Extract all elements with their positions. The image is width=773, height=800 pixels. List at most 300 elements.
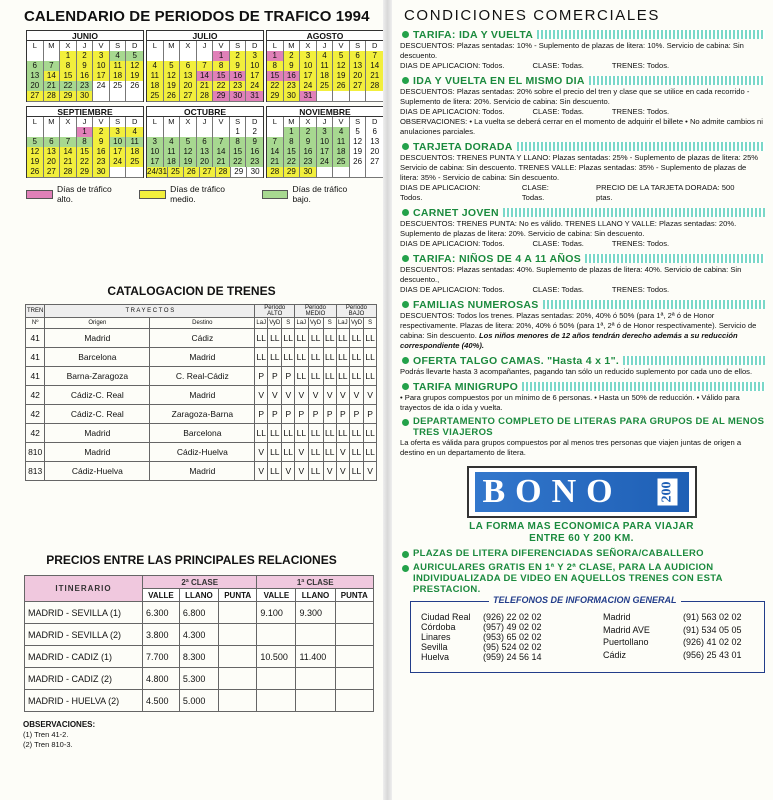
- price-itinerary: MADRID - CADIZ (2): [25, 668, 143, 690]
- phone-city: Madrid: [603, 612, 631, 622]
- train-row: [26, 443, 377, 462]
- th-price-type: PUNTA: [335, 589, 373, 602]
- day-cell: 22: [77, 157, 94, 168]
- train-class: LL: [336, 348, 349, 367]
- train-origin: Cádiz-C. Real: [45, 386, 150, 405]
- phones-right: [603, 612, 753, 662]
- day-cell: 11: [110, 61, 127, 72]
- train-destination: Madrid: [150, 386, 255, 405]
- day-cell: 10: [93, 61, 110, 72]
- price-value: 6.800: [179, 602, 218, 624]
- legend-high: Días de tráfico alto.: [26, 184, 127, 204]
- week-row: [267, 147, 383, 157]
- day-cell: 6: [350, 51, 367, 62]
- day-cell: 22: [230, 157, 247, 168]
- day-cell: 9: [230, 61, 247, 72]
- week-row: [267, 81, 383, 91]
- train-class: LL: [349, 348, 363, 367]
- bono-logo: BONO 200: [467, 466, 697, 518]
- day-cell: 31: [246, 91, 263, 102]
- train-number: 42: [26, 424, 45, 443]
- phone-city: Sevilla: [421, 642, 448, 652]
- train-class: LL: [268, 329, 282, 348]
- th-price-type: VALLE: [143, 589, 180, 602]
- day-cell: 2: [284, 51, 301, 62]
- day-cell: 9: [246, 137, 263, 148]
- trains-table: [25, 304, 377, 481]
- day-cell: 13: [27, 71, 44, 82]
- day-cell: [333, 167, 350, 178]
- train-class: P: [282, 405, 295, 424]
- day-cell: 3: [93, 51, 110, 62]
- day-header: S: [110, 41, 127, 52]
- day-cell: [350, 91, 367, 102]
- legend-medium-swatch: [139, 190, 166, 199]
- month-julio: [146, 30, 264, 102]
- day-header: J: [317, 117, 334, 128]
- train-class: LL: [336, 424, 349, 443]
- train-destination: Barcelona: [150, 424, 255, 443]
- train-class: LL: [364, 424, 377, 443]
- train-class: V: [255, 443, 268, 462]
- day-cell: [366, 167, 383, 178]
- train-class: LL: [282, 348, 295, 367]
- day-cell: 5: [180, 137, 197, 148]
- day-cell: 1: [77, 127, 94, 138]
- day-cell: 25: [147, 91, 164, 102]
- train-class: LL: [308, 348, 323, 367]
- day-cell: 7: [60, 137, 77, 148]
- day-cell: 25: [317, 81, 334, 92]
- day-cell: 18: [164, 157, 181, 168]
- week-row: [267, 51, 383, 61]
- day-cell: 16: [93, 147, 110, 158]
- day-header: V: [93, 117, 110, 128]
- train-class: V: [336, 443, 349, 462]
- day-cell: [333, 91, 350, 102]
- day-cell: 24: [317, 157, 334, 168]
- week-row: [267, 61, 383, 71]
- train-class: V: [323, 386, 336, 405]
- day-cell: 1: [284, 127, 301, 138]
- day-header: J: [77, 117, 94, 128]
- train-number: 813: [26, 462, 45, 481]
- day-header: V: [213, 41, 230, 52]
- price-value: 5.000: [179, 690, 218, 712]
- day-header: M: [284, 117, 301, 128]
- day-header-row: [147, 117, 263, 127]
- phone-number: (957) 49 02 02: [483, 622, 542, 632]
- price-value: 7.700: [143, 646, 180, 668]
- price-value: 4.500: [143, 690, 180, 712]
- day-cell: 4: [126, 127, 143, 138]
- day-cell: 4: [164, 137, 181, 148]
- day-cell: 10: [147, 147, 164, 158]
- day-header: J: [77, 41, 94, 52]
- th-day: S: [364, 318, 377, 329]
- legend-high-swatch: [26, 190, 53, 199]
- price-itinerary: MADRID - SEVILLA (2): [25, 624, 143, 646]
- observations: OBSERVACIONES: (1) Tren 41-2. (2) Tren 810-3.: [23, 720, 96, 749]
- phone-city: Linares: [421, 632, 451, 642]
- day-header: V: [333, 41, 350, 52]
- price-value: [218, 624, 256, 646]
- day-cell: 2: [300, 127, 317, 138]
- day-cell: 3: [147, 137, 164, 148]
- bullet-icon: [402, 565, 409, 572]
- week-row: [147, 91, 263, 101]
- day-cell: 27: [44, 167, 61, 178]
- bullet-icon: [402, 357, 409, 364]
- day-cell: 10: [317, 137, 334, 148]
- day-cell: 4: [147, 61, 164, 72]
- day-header: L: [267, 117, 284, 128]
- day-cell: 27: [27, 91, 44, 102]
- train-class: LL: [268, 348, 282, 367]
- day-cell: 20: [180, 81, 197, 92]
- day-cell: 28: [267, 167, 284, 178]
- price-row: [25, 624, 374, 646]
- day-cell: 3: [300, 51, 317, 62]
- th-tren: TREN: [26, 305, 45, 318]
- day-cell: 29: [60, 91, 77, 102]
- week-row: [267, 91, 383, 101]
- week-row: [147, 61, 263, 71]
- day-cell: 11: [333, 137, 350, 148]
- price-itinerary: MADRID - HUELVA (2): [25, 690, 143, 712]
- month-name: NOVIEMBRE: [267, 107, 383, 117]
- day-header-row: [267, 117, 383, 127]
- train-destination: Madrid: [150, 462, 255, 481]
- day-cell: 3: [246, 51, 263, 62]
- th-medio: Período MEDIO: [295, 305, 337, 318]
- day-cell: 12: [333, 61, 350, 72]
- day-cell: 2: [230, 51, 247, 62]
- week-row: [147, 137, 263, 147]
- th-day: LaJ: [336, 318, 349, 329]
- day-cell: 16: [300, 147, 317, 158]
- day-cell: 15: [284, 147, 301, 158]
- section-tarjeta-dorada: TARJETA DORADA DESCUENTOS: TRENES PUNTA Y LLANO: Plazas sentadas: 25% - Suplemento de plazas de litera: 25% Servicio de cabina: Sin descuento. TRENES VALLE: Plazas sentadas: 35% - Suplemento de plazas de litera: 35% - Servicio de cabina: Sin descuento. DIAS DE APLICACION: Todos. CLASE: Todas. PRECIO DE LA TARJETA DORADA: 500 ptas.: [398, 140, 765, 203]
- month-agosto: [266, 30, 384, 102]
- train-class: V: [268, 386, 282, 405]
- price-value: [296, 624, 335, 646]
- day-cell: [110, 91, 127, 102]
- train-origin: Madrid: [45, 424, 150, 443]
- train-row: [26, 424, 377, 443]
- th-no: Nº: [26, 318, 45, 329]
- day-cell: 2: [246, 127, 263, 138]
- day-header: D: [246, 41, 263, 52]
- prices-table: [24, 575, 374, 712]
- day-cell: 8: [77, 137, 94, 148]
- day-cell: 21: [44, 81, 61, 92]
- th-itinerario: ITINERARIO: [25, 576, 143, 602]
- day-cell: 14: [267, 147, 284, 158]
- phone-city: Madrid AVE: [603, 624, 650, 635]
- train-class: P: [349, 405, 363, 424]
- price-value: [296, 668, 335, 690]
- legend-low-swatch: [262, 190, 289, 199]
- month-name: JUNIO: [27, 31, 143, 41]
- day-cell: 8: [267, 61, 284, 72]
- day-cell: 29: [267, 91, 284, 102]
- day-header-row: [27, 41, 143, 51]
- th-day: S: [323, 318, 336, 329]
- train-class: LL: [308, 367, 323, 386]
- day-cell: 7: [366, 51, 383, 62]
- legend-low: Días de tráfico bajo.: [262, 184, 366, 204]
- week-row: [267, 137, 383, 147]
- phones-left: [421, 612, 563, 662]
- day-cell: 24: [246, 81, 263, 92]
- week-row: [147, 71, 263, 81]
- train-class: P: [323, 405, 336, 424]
- day-header: V: [213, 117, 230, 128]
- day-header: S: [350, 41, 367, 52]
- train-row: [26, 386, 377, 405]
- day-cell: 15: [213, 71, 230, 82]
- day-header: L: [147, 117, 164, 128]
- phone-city: Puertollano: [603, 637, 649, 647]
- train-origin: Cádiz-C. Real: [45, 405, 150, 424]
- day-header: D: [366, 41, 383, 52]
- day-cell: 8: [284, 137, 301, 148]
- day-cell: 18: [147, 81, 164, 92]
- day-header: L: [27, 41, 44, 52]
- day-cell: 19: [126, 71, 143, 82]
- train-class: LL: [268, 462, 282, 481]
- day-header: D: [126, 117, 143, 128]
- day-cell: 27: [366, 157, 383, 168]
- bullet-icon: [402, 301, 409, 308]
- week-row: [267, 127, 383, 137]
- day-cell: 12: [27, 147, 44, 158]
- day-header: M: [164, 41, 181, 52]
- day-cell: 22: [213, 81, 230, 92]
- day-cell: 24: [110, 157, 127, 168]
- bullet-icon: [402, 419, 409, 426]
- train-class: LL: [349, 367, 363, 386]
- train-class: LL: [323, 443, 336, 462]
- day-header: S: [110, 117, 127, 128]
- train-class: LL: [295, 367, 308, 386]
- phone-number: (91) 563 02 02: [683, 612, 742, 622]
- price-value: [335, 668, 373, 690]
- day-header: X: [300, 41, 317, 52]
- train-class: LL: [295, 424, 308, 443]
- day-cell: 28: [216, 167, 232, 178]
- th-bajo: Período BAJO: [336, 305, 376, 318]
- day-cell: 5: [350, 127, 367, 138]
- week-row: [267, 157, 383, 167]
- day-cell: 17: [246, 71, 263, 82]
- phone-number: (959) 24 56 14: [483, 652, 542, 662]
- day-cell: 14: [366, 61, 383, 72]
- th-origen: Origen: [45, 318, 150, 329]
- train-destination: Cádiz: [150, 329, 255, 348]
- day-header-row: [147, 41, 263, 51]
- day-cell: 13: [197, 147, 214, 158]
- day-cell: 26: [164, 91, 181, 102]
- train-class: LL: [336, 367, 349, 386]
- day-cell: 12: [180, 147, 197, 158]
- train-class: V: [308, 386, 323, 405]
- th-trayectos: T R A Y E C T O S: [45, 305, 255, 318]
- phone-box: [410, 595, 765, 673]
- day-cell: [126, 167, 143, 178]
- day-header: X: [180, 41, 197, 52]
- train-class: V: [255, 386, 268, 405]
- day-cell: 19: [164, 81, 181, 92]
- day-header-row: [27, 117, 143, 127]
- day-cell: 6: [366, 127, 383, 138]
- day-cell: 22: [60, 81, 77, 92]
- section-mismo-dia: IDA Y VUELTA EN EL MISMO DIA DESCUENTOS: Plazas sentadas: 20% sobre el precio del tren y clase que se utilice en cada recorrido - Suplemento de litera: 20%. Servicio de cabina: Sin descuento. DIAS DE APLICACION: Todos. CLASE: Todas. TRENES: Todos. OBSERVACIONES: • La vuelta se deberá cerrar en el momento de adquirir el billete • No admite cambios ni anulaciones parciales.: [398, 74, 765, 137]
- train-class: LL: [336, 329, 349, 348]
- day-cell: [93, 91, 110, 102]
- day-cell: 27: [200, 167, 216, 178]
- train-class: V: [336, 386, 349, 405]
- day-cell: 18: [110, 71, 127, 82]
- day-cell: 8: [213, 61, 230, 72]
- train-class: LL: [323, 329, 336, 348]
- day-cell: 22: [284, 157, 301, 168]
- train-class: LL: [364, 367, 377, 386]
- price-row: [25, 668, 374, 690]
- day-header: J: [317, 41, 334, 52]
- day-cell: 5: [333, 51, 350, 62]
- day-cell: 13: [366, 137, 383, 148]
- price-value: [335, 690, 373, 712]
- day-cell: 23: [77, 81, 94, 92]
- section-ida-vuelta: TARIFA: IDA Y VUELTA DESCUENTOS: Plazas sentadas: 10% - Suplemento de plazas de litera: 10%. Servicio de cabina: Sin descuento. DIAS DE APLICACION: Todos. CLASE: Todas. TRENES: Todos.: [398, 28, 765, 71]
- day-cell: 6: [27, 61, 44, 72]
- train-destination: Madrid: [150, 348, 255, 367]
- section-carnet-joven: CARNET JOVEN DESCUENTOS: TRENES PUNTA: No es válido. TRENES LLANO Y VALLE: Plazas sentadas: 20%. Suplemento de plazas de litera: 20%. Servicio de cabina: Sin descuento. DIAS DE APLICACION: Todos. CLASE: Todas. TRENES: Todos.: [398, 206, 765, 249]
- th-day: LaJ: [295, 318, 308, 329]
- train-class: LL: [282, 424, 295, 443]
- train-class: P: [336, 405, 349, 424]
- day-cell: 4: [317, 51, 334, 62]
- train-class: V: [295, 462, 308, 481]
- day-cell: 11: [317, 61, 334, 72]
- price-value: 9.100: [257, 602, 296, 624]
- train-class: LL: [255, 424, 268, 443]
- day-header: X: [60, 117, 77, 128]
- conditions-title: CONDICIONES COMERCIALES: [404, 7, 660, 24]
- day-cell: 14: [44, 71, 61, 82]
- train-class: LL: [364, 329, 377, 348]
- day-cell: [110, 167, 127, 178]
- day-cell: 28: [44, 91, 61, 102]
- week-row: [27, 127, 143, 137]
- train-class: LL: [323, 348, 336, 367]
- phone-number: (926) 41 02 02: [683, 637, 742, 647]
- day-cell: 6: [197, 137, 214, 148]
- train-class: P: [364, 405, 377, 424]
- day-cell: 1: [213, 51, 230, 62]
- price-value: [335, 624, 373, 646]
- right-page: [392, 0, 773, 800]
- train-row: [26, 329, 377, 348]
- day-cell: 12: [126, 61, 143, 72]
- th-day: S: [282, 318, 295, 329]
- day-cell: [317, 91, 334, 102]
- train-class: P: [255, 367, 268, 386]
- day-cell: 29: [77, 167, 94, 178]
- day-cell: 31: [300, 91, 317, 102]
- day-header: L: [27, 117, 44, 128]
- price-value: [257, 668, 296, 690]
- train-class: V: [295, 386, 308, 405]
- day-cell: 6: [180, 61, 197, 72]
- train-class: LL: [268, 424, 282, 443]
- train-class: LL: [308, 443, 323, 462]
- day-cell: 19: [180, 157, 197, 168]
- train-row: [26, 367, 377, 386]
- week-row: [27, 61, 143, 71]
- section-familias: FAMILIAS NUMEROSAS DESCUENTOS: Todos los trenes. Plazas sentadas: 20%, 40% ó 50% (para 1ª, 2ª ó de Honor respectivamente. Plazas de litera: 20%, 40% ó 50% (para 1ª, 2ª ó de Honor respectivamente). Servicio de cabina: Sin descuento. Los niños menores de 12 años tendrán derecho además a su reducción correspondiente (40%).: [398, 298, 765, 351]
- day-cell: 11: [147, 71, 164, 82]
- price-value: 4.800: [143, 668, 180, 690]
- week-row: [147, 167, 263, 177]
- month-name: JULIO: [147, 31, 263, 41]
- week-row: [27, 157, 143, 167]
- week-row: [147, 81, 263, 91]
- price-row: [25, 690, 374, 712]
- day-cell: 7: [44, 61, 61, 72]
- day-cell: 30: [284, 91, 301, 102]
- bono-subtitle: LA FORMA MAS ECONOMICA PARA VIAJAR ENTRE 60 Y 200 KM.: [469, 521, 694, 544]
- day-cell: 29: [213, 91, 230, 102]
- section-talgo: OFERTA TALGO CAMAS. "Hasta 4 x 1". Podrás llevarte hasta 3 acompañantes, pagando tan sólo un reducido suplemento por cada uno de ellos.: [398, 354, 765, 377]
- day-cell: 26: [126, 81, 143, 92]
- day-cell: [126, 91, 143, 102]
- left-page: [0, 0, 383, 800]
- day-cell: 23: [230, 81, 247, 92]
- month-name: AGOSTO: [267, 31, 383, 41]
- train-number: 42: [26, 405, 45, 424]
- train-number: 41: [26, 348, 45, 367]
- th-day: VyD: [308, 318, 323, 329]
- month-noviembre: [266, 106, 384, 178]
- day-cell: 15: [60, 71, 77, 82]
- train-class: LL: [255, 329, 268, 348]
- day-header: D: [366, 117, 383, 128]
- price-value: 3.800: [143, 624, 180, 646]
- train-class: V: [282, 462, 295, 481]
- train-number: 42: [26, 386, 45, 405]
- th-day: VyD: [268, 318, 282, 329]
- day-cell: 28: [366, 81, 383, 92]
- day-cell: 2: [93, 127, 110, 138]
- day-cell: 23: [93, 157, 110, 168]
- day-cell: 15: [230, 147, 247, 158]
- train-class: V: [295, 443, 308, 462]
- train-destination: Zaragoza-Barna: [150, 405, 255, 424]
- th-day: VyD: [349, 318, 363, 329]
- week-row: [27, 81, 143, 91]
- week-row: [27, 137, 143, 147]
- train-class: LL: [308, 329, 323, 348]
- price-itinerary: MADRID - SEVILLA (1): [25, 602, 143, 624]
- day-cell: 18: [317, 71, 334, 82]
- day-cell: 11: [164, 147, 181, 158]
- th-clase2: 2ª CLASE: [143, 576, 257, 589]
- train-number: 810: [26, 443, 45, 462]
- day-cell: 5: [126, 51, 143, 62]
